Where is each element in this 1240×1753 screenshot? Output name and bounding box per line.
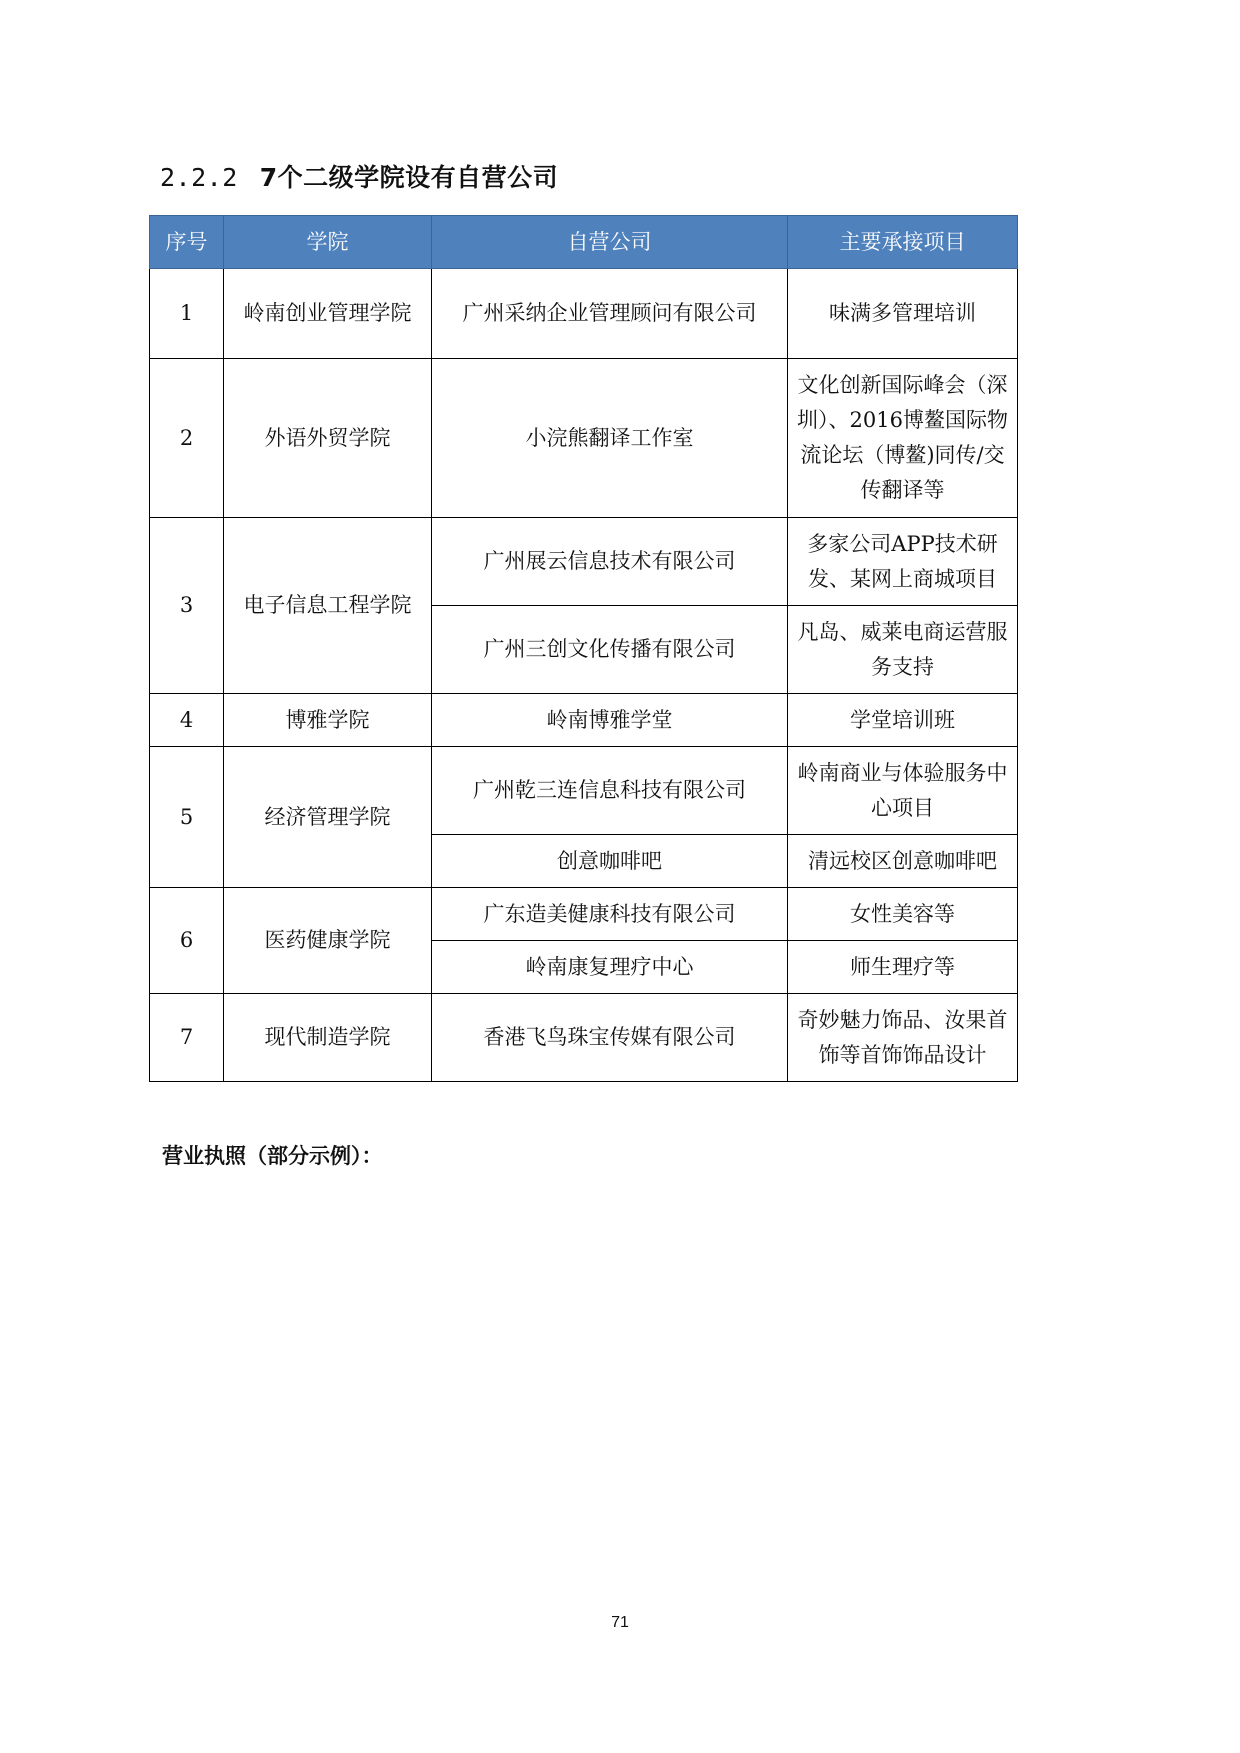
row-company: 创意咖啡吧 bbox=[432, 835, 788, 888]
row-project: 文化创新国际峰会（深圳）、2016博鳌国际物流论坛（博鳌)同传/交传翻译等 bbox=[788, 359, 1018, 518]
row-company: 广东造美健康科技有限公司 bbox=[432, 888, 788, 941]
row-project: 岭南商业与体验服务中心项目 bbox=[788, 747, 1018, 835]
colleges-table bbox=[149, 215, 1018, 1082]
section-number: 2.2.2 bbox=[160, 163, 238, 192]
row-college: 经济管理学院 bbox=[224, 747, 432, 888]
header-project: 主要承接项目 bbox=[788, 216, 1018, 269]
row-company: 小浣熊翻译工作室 bbox=[432, 359, 788, 518]
row-project: 奇妙魅力饰品、汝果首饰等首饰饰品设计 bbox=[788, 994, 1018, 1082]
row-project: 师生理疗等 bbox=[788, 941, 1018, 994]
row-company: 广州三创文化传播有限公司 bbox=[432, 606, 788, 694]
section-title: 7个二级学院设有自营公司 bbox=[259, 163, 559, 192]
row-company: 岭南博雅学堂 bbox=[432, 694, 788, 747]
row-college: 岭南创业管理学院 bbox=[224, 269, 432, 359]
row-company: 广州展云信息技术有限公司 bbox=[432, 518, 788, 606]
header-no: 序号 bbox=[150, 216, 224, 269]
row-company: 广州采纳企业管理顾问有限公司 bbox=[432, 269, 788, 359]
row-project: 多家公司APP技术研发、某网上商城项目 bbox=[788, 518, 1018, 606]
header-college: 学院 bbox=[224, 216, 432, 269]
row-project: 学堂培训班 bbox=[788, 694, 1018, 747]
table-row bbox=[150, 359, 1018, 518]
table-row bbox=[150, 518, 1018, 606]
table-row bbox=[150, 694, 1018, 747]
row-no: 1 bbox=[150, 269, 224, 359]
row-college: 现代制造学院 bbox=[224, 994, 432, 1082]
row-no: 5 bbox=[150, 747, 224, 888]
row-no: 7 bbox=[150, 994, 224, 1082]
row-company: 广州乾三连信息科技有限公司 bbox=[432, 747, 788, 835]
row-college: 电子信息工程学院 bbox=[224, 518, 432, 694]
row-project: 清远校区创意咖啡吧 bbox=[788, 835, 1018, 888]
row-project: 女性美容等 bbox=[788, 888, 1018, 941]
license-subheading: 营业执照（部分示例）： bbox=[162, 1144, 383, 1168]
page-number: 71 bbox=[611, 1614, 629, 1631]
section-heading bbox=[160, 158, 558, 194]
row-project: 味满多管理培训 bbox=[788, 269, 1018, 359]
row-no: 4 bbox=[150, 694, 224, 747]
row-college: 医药健康学院 bbox=[224, 888, 432, 994]
row-company: 香港飞鸟珠宝传媒有限公司 bbox=[432, 994, 788, 1082]
row-no: 6 bbox=[150, 888, 224, 994]
table-row bbox=[150, 888, 1018, 941]
table-header-row bbox=[150, 216, 1018, 269]
row-no: 3 bbox=[150, 518, 224, 694]
row-college: 外语外贸学院 bbox=[224, 359, 432, 518]
row-project: 凡岛、威莱电商运营服务支持 bbox=[788, 606, 1018, 694]
row-no: 2 bbox=[150, 359, 224, 518]
row-college: 博雅学院 bbox=[224, 694, 432, 747]
header-company: 自营公司 bbox=[432, 216, 788, 269]
row-company: 岭南康复理疗中心 bbox=[432, 941, 788, 994]
table-row bbox=[150, 994, 1018, 1082]
table-row bbox=[150, 269, 1018, 359]
table-row bbox=[150, 747, 1018, 835]
